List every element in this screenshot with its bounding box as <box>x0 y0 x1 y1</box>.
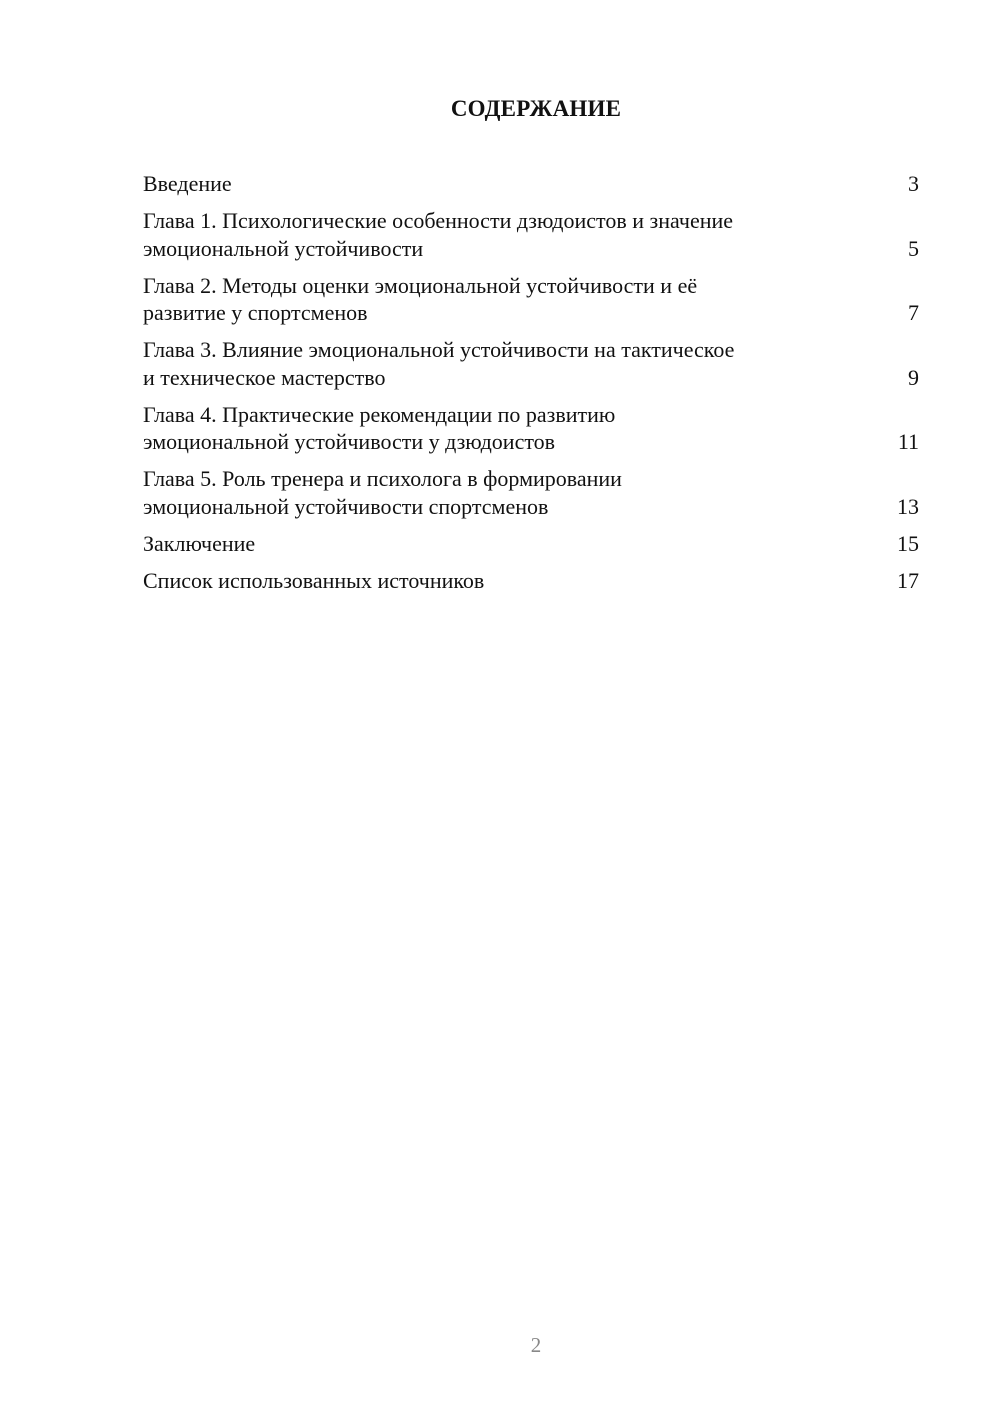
toc-entry-title: Введение <box>143 171 232 196</box>
toc-entry-title: Глава 5. Роль тренера и психолога в формировании эмоциональной устойчивости спортсменов <box>143 466 622 519</box>
toc-entry-page: 15 <box>897 530 919 556</box>
toc-heading: СОДЕРЖАНИЕ <box>450 96 622 121</box>
toc-entry-title: Список использованных источников <box>143 567 485 593</box>
toc-entry-references[interactable] <box>143 567 919 595</box>
toc-entry-introduction[interactable] <box>143 170 919 198</box>
toc-entry-page: 5 <box>908 235 919 261</box>
toc-entry-title: Глава 3. Влияние эмоциональной устойчивости на тактическое и техническое мастерство <box>143 337 735 390</box>
toc-entry-chapter-5[interactable] <box>143 465 919 520</box>
toc-entry-page: 7 <box>908 300 919 325</box>
table-of-contents <box>143 170 919 604</box>
toc-entry-page: 3 <box>908 171 919 196</box>
toc-entry-conclusion[interactable] <box>143 530 919 558</box>
toc-entry-title: Глава 2. Методы оценки эмоциональной устойчивости и её развитие у спортсменов <box>143 272 698 325</box>
page-number: 2 <box>530 1333 542 1357</box>
toc-entry-title: Заключение <box>143 530 256 556</box>
toc-entry-chapter-1[interactable] <box>143 207 919 262</box>
toc-entry-chapter-3[interactable] <box>143 336 919 391</box>
toc-entry-page: 17 <box>897 567 919 593</box>
toc-entry-page: 13 <box>897 493 919 519</box>
toc-entry-page: 11 <box>897 429 919 454</box>
toc-entry-title: Глава 4. Практические рекомендации по развитию эмоциональной устойчивости у дзюдоистов <box>143 401 616 454</box>
toc-entry-title: Глава 1. Психологические особенности дзюдоистов и значение эмоциональной устойчивости <box>143 208 734 261</box>
toc-entry-page: 9 <box>908 364 919 390</box>
toc-entry-chapter-2[interactable] <box>143 272 919 327</box>
toc-entry-chapter-4[interactable] <box>143 401 919 456</box>
